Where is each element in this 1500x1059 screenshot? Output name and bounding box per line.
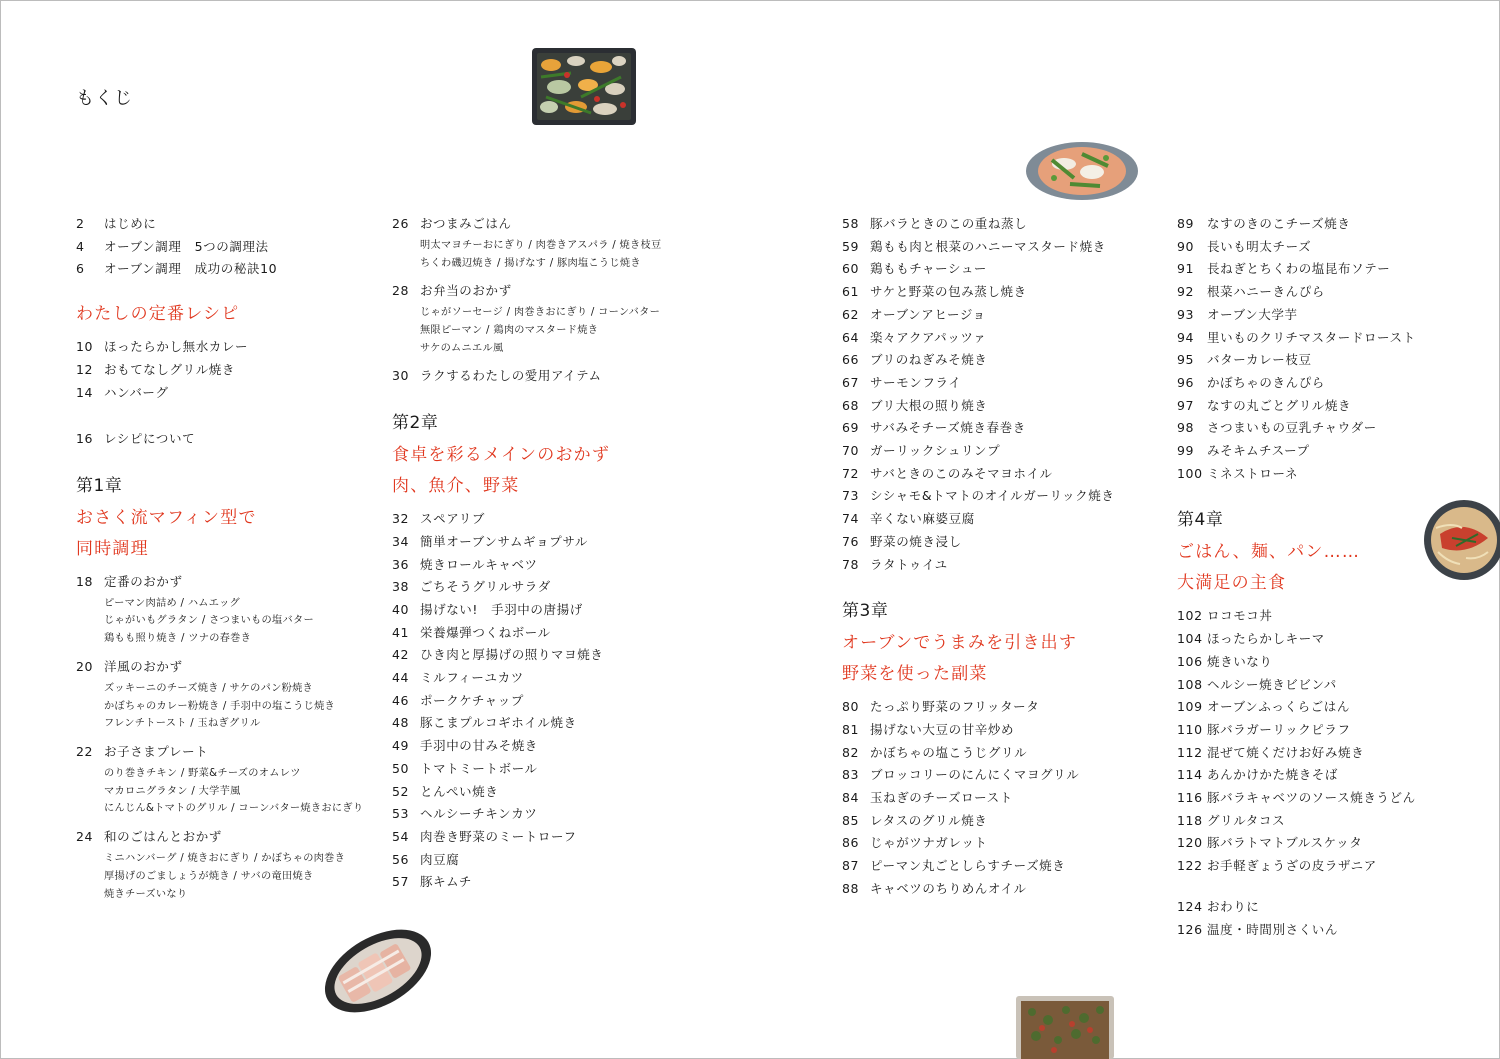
toc-entry[interactable]: 112 混ぜて焼くだけお好み焼き [1177,744,1365,760]
sub-recipes: 明太マヨチーおにぎり / 肉巻きアスパラ / 焼き枝豆 [420,239,662,251]
toc-entry[interactable]: 10 ほったらかし無水カレー [76,339,249,355]
toc-entry[interactable]: 30 ラクするわたしの愛用アイテム [392,368,602,384]
toc-entry[interactable]: 46 ポークケチャップ [392,692,524,708]
chapter-title: 野菜を使った副菜 [842,664,988,685]
toc-entry[interactable]: 53 ヘルシーチキンカツ [392,806,538,822]
toc-entry[interactable]: 80 たっぷり野菜のフリッタータ [842,699,1040,715]
chapter-number: 第4章 [1177,510,1224,531]
toc-entry[interactable]: 93 オーブン大学芋 [1177,306,1298,322]
chapter-title: 大満足の主食 [1177,573,1287,594]
outro-list [1177,896,1437,941]
toc-entry[interactable]: 34 簡単オーブンサムギョプサル [392,533,588,549]
chapter-title: 同時調理 [76,538,149,559]
sub-recipes: にんじん&トマトのグリル / コーンバター焼きおにぎり [104,803,364,815]
toc-entry[interactable]: 22 お子さまプレート [76,744,209,760]
toc-entry[interactable]: 78 ラタトゥイユ [842,556,948,572]
minced-meat-tray-photo [1014,994,1116,1059]
toc-entry[interactable]: 95 バターカレー枝豆 [1177,352,1312,368]
sub-recipes: ズッキーニのチーズ焼き / サケのパン粉焼き [104,682,314,694]
toc-entry[interactable]: 62 オーブンアヒージョ [842,306,986,322]
toc-entry[interactable]: 24 和のごはんとおかず [76,829,222,845]
chapter-title: 肉、魚介、野菜 [392,476,520,497]
toc-entry[interactable]: 20 洋風のおかず [76,659,183,675]
toc-entry[interactable]: 69 サバみそチーズ焼き春巻き [842,420,1026,436]
vegetable-tray-photo [531,47,637,126]
toc-entry[interactable]: 41 栄養爆弾つくねボール [392,624,551,640]
sub-recipes: ミニハンバーグ / 焼きおにぎり / かぼちゃの肉巻き [104,852,346,864]
chapter3-list [1177,213,1437,485]
toc-entry[interactable]: 66 ブリのねぎみそ焼き [842,352,988,368]
sub-recipes: 厚揚げのごましょうが焼き / サバの竜田焼き [104,870,314,882]
toc-entry[interactable]: 59 鶏もも肉と根菜のハニーマスタード焼き [842,238,1106,254]
chapter3-list [842,696,1162,900]
sub-recipes: サケのムニエル風 [420,342,504,354]
chapter-number: 第1章 [76,475,123,496]
toc-entry[interactable]: 56 肉豆腐 [392,851,460,867]
toc-entry[interactable]: 89 なすのきのこチーズ焼き [1177,216,1351,231]
toc-entry[interactable]: 58 豚バラときのこの重ね蒸し [842,216,1028,231]
toc-entry[interactable]: 73 シシャモ&トマトのオイルガーリック焼き [842,488,1115,504]
toc-entry[interactable]: 36 焼きロールキャベツ [392,556,538,572]
chapter-number: 第3章 [842,601,889,622]
toc-entry[interactable]: 70 ガーリックシュリンプ [842,443,1001,459]
toc-entry[interactable]: 94 里いものクリチマスタードロースト [1177,329,1416,345]
toc-entry[interactable]: 67 サーモンフライ [842,374,962,390]
toc-entry[interactable]: 124 おわりに [1177,898,1260,914]
toc-entry[interactable]: 48 豚こまプルコギホイル焼き [392,715,577,731]
section-heading: わたしの定番レシピ [76,304,240,325]
chapter-title: オーブンでうまみを引き出す [842,633,1078,654]
toc-entry[interactable]: 4 オーブン調理 5つの調理法 [76,238,269,254]
page-title: もくじ [76,88,133,109]
toc-column-4 [1177,213,1437,941]
toc-entry[interactable]: 83 ブロッコリーのにんにくマヨグリル [842,767,1080,783]
sub-recipes: ちくわ磯辺焼き / 揚げなす / 豚肉塩こうじ焼き [420,257,641,269]
chapter-title: ごはん、麺、パン…… [1177,542,1361,563]
sub-recipes: かぼちゃのカレー粉焼き / 手羽中の塩こうじ焼き [104,700,336,712]
toc-entry[interactable]: 40 揚げない! 手羽中の唐揚げ [392,601,583,617]
toc-entry[interactable]: 87 ピーマン丸ごとしらすチーズ焼き [842,858,1066,874]
toc-entry[interactable]: 92 根菜ハニーきんぴら [1177,284,1325,300]
toc-entry[interactable]: 61 サケと野菜の包み蒸し焼き [842,284,1027,300]
toc-entry[interactable]: 99 みそキムチスープ [1177,443,1310,459]
toc-entry[interactable]: 26 おつまみごはん [392,216,512,231]
toc-entry[interactable]: 108 ヘルシー焼きビビンパ [1177,676,1337,692]
sub-recipes: 鶏もも照り焼き / ツナの春巻き [104,633,252,645]
pork-belly-dish-photo [318,926,438,1016]
toc-entry[interactable]: 52 とんぺい焼き [392,783,499,799]
toc-entry[interactable]: 12 おもてなしグリル焼き [76,361,236,377]
toc-entry[interactable]: 57 豚キムチ [392,874,473,890]
toc-entry[interactable]: 32 スペアリブ [392,511,486,527]
toc-entry[interactable]: 104 ほったらかしキーマ [1177,631,1325,647]
intro-list [76,213,376,281]
toc-entry[interactable]: 54 肉巻き野菜のミートローフ [392,828,577,844]
toc-entry[interactable]: 116 豚バラキャベツのソース焼きうどん [1177,790,1416,806]
sub-recipes: フレンチトースト / 玉ねぎグリル [104,718,261,730]
toc-entry[interactable]: 91 長ねぎとちくわの塩昆布ソテー [1177,261,1391,277]
toc-entry[interactable]: 114 あんかけかた焼きそば [1177,767,1339,783]
toc-entry[interactable]: 109 オーブンふっくらごはん [1177,699,1350,715]
toc-entry[interactable]: 96 かぼちゃのきんぴら [1177,374,1325,390]
toc-entry[interactable]: 90 長いも明太チーズ [1177,238,1312,254]
toc-entry[interactable]: 60 鶏ももチャーシュー [842,261,988,277]
toc-entry[interactable]: 50 トマトミートボール [392,760,538,776]
sub-recipes: ピーマン肉詰め / ハムエッグ [104,597,241,609]
toc-entry[interactable]: 102 ロコモコ丼 [1177,608,1273,624]
gratin-dish-photo [1024,140,1140,202]
toc-entry[interactable]: 28 お弁当のおかず [392,283,512,299]
sub-recipes: じゃがソーセージ / 肉巻きおにぎり / コーンバター [420,307,661,318]
toc-entry[interactable]: 6 オーブン調理 成功の秘訣10 [76,261,278,277]
toc-column-1 [76,213,376,911]
toc-column-2 [392,213,692,894]
toc-entry[interactable]: 16 レシピについて [76,431,196,447]
sub-recipes: のり巻きチキン / 野菜&チーズのオムレツ [104,767,301,779]
toc-entry[interactable]: 84 玉ねぎのチーズロースト [842,790,1013,806]
sub-recipes: マカロニグラタン / 大学芋風 [104,785,241,797]
toc-entry[interactable]: 98 さつまいもの豆乳チャウダー [1177,420,1377,436]
toc-entry[interactable]: 122 お手軽ぎょうざの皮ラザニア [1177,858,1377,874]
chapter4-list [1177,605,1437,877]
chapter2-list [842,213,1162,576]
toc-entry[interactable]: 42 ひき肉と厚揚げの照りマヨ焼き [392,647,604,663]
toc-column-3 [842,213,1162,901]
toc-entry[interactable]: 72 サバときのこのみそマヨホイル [842,465,1053,481]
toc-entry[interactable]: 100 ミネストローネ [1177,465,1299,481]
chapter2-list [392,508,692,894]
sub-recipes: 無限ピーマン / 鶏肉のマスタード焼き [420,324,599,336]
toc-entry[interactable]: 126 温度・時間別さくいん [1177,921,1339,937]
toc-entry[interactable]: 49 手羽中の甘みそ焼き [392,738,538,754]
toc-entry[interactable]: 44 ミルフィーユカツ [392,670,524,686]
chapter-title: おさく流マフィン型で [76,507,257,528]
toc-entry[interactable]: 2 はじめに [76,216,157,231]
toc-entry[interactable]: 74 辛くない麻婆豆腐 [842,511,975,527]
toc-entry[interactable]: 97 なすの丸ごとグリル焼き [1177,397,1352,413]
toc-entry[interactable]: 14 ハンバーグ [76,384,169,400]
chapter-number: 第2章 [392,413,439,434]
toc-entry[interactable]: 110 豚バラガーリックピラフ [1177,721,1351,737]
toc-entry[interactable]: 64 楽々アクアパッツァ [842,329,987,345]
toc-entry[interactable]: 118 グリルタコス [1177,812,1286,828]
toc-entry[interactable]: 120 豚バラトマトブルスケッタ [1177,835,1363,851]
toc-entry[interactable]: 68 ブリ大根の照り焼き [842,397,988,413]
toc-entry[interactable]: 106 焼きいなり [1177,653,1273,669]
toc-entry[interactable]: 38 ごちそうグリルサラダ [392,579,551,595]
toc-entry[interactable]: 88 キャベツのちりめんオイル [842,880,1027,896]
toc-entry[interactable]: 82 かぼちゃの塩こうじグリル [842,744,1028,760]
toc-entry[interactable]: 81 揚げない大豆の甘辛炒め [842,721,1015,737]
toc-entry[interactable]: 85 レタスのグリル焼き [842,812,988,828]
toc-entry[interactable]: 76 野菜の焼き浸し [842,533,962,549]
toc-entry[interactable]: 86 じゃがツナガレット [842,835,988,851]
toc-entry[interactable]: 18 定番のおかず [76,573,183,589]
chapter-title: 食卓を彩るメインのおかず [392,445,611,466]
sub-recipes: じゃがいもグラタン / さつまいもの塩バター [104,615,314,627]
sub-recipes: 焼きチーズいなり [104,888,188,900]
